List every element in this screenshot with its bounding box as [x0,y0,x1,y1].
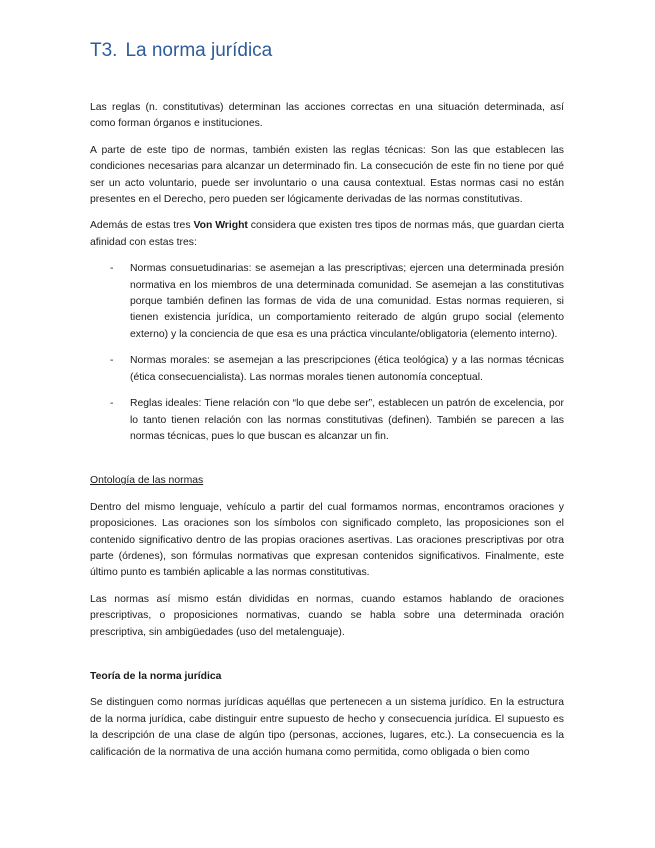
bullet-dash: - [110,355,114,367]
list-item-morales [90,353,564,386]
bullet-dash: - [110,263,114,275]
section-heading-teoria: Teoría de la norma jurídica [90,670,222,682]
section-spacer [90,651,564,669]
list-item-text: Reglas ideales: Tiene relación con “lo que debe ser”, establecen un patrón de excelencia, por lo tanto tienen relación con las normas constitutivas (definen). También se parecen a las normas técnicas, pues lo que buscan es alcanzar un fin. [130,398,564,442]
page-title [90,40,272,62]
norm-types-list [90,261,564,445]
paragraph-reglas-constitutivas: Las reglas (n. constitutivas) determinan las acciones correctas en una situación determinada, así como forman órganos e instituciones. [90,102,564,130]
title-text: La norma jurídica [125,40,273,61]
von-wright-before: Además de estas tres [90,220,194,232]
von-wright-after: considera que existen tres tipos de normas más, que guardan cierta afinidad con estas tres: [90,220,564,248]
paragraph-von-wright [90,218,564,251]
paragraph-teoria: Se distinguen como normas jurídicas aquéllas que pertenecen a un sistema jurídico. En la estructura de la norma jurídica, cabe distinguir entre supuesto de hecho y consecuencia jurídica. El supuesto es la descripción de una clase de algún tipo (personas, acciones, lugares, etc.). La consecuencia es la calificación de la normativa de una acción humana como permitida, como obligada o bien como [90,697,564,758]
paragraph-normas-divididas: Las normas así mismo están divididas en normas, cuando estamos hablando de oraciones prescriptivas, o proposiciones normativas, cuando se habla sobre una determinada oración prescriptiva, sin ambigüedades (uso del metalenguaje). [90,593,564,638]
section-spacer [90,455,564,473]
document-body [90,100,564,771]
paragraph-reglas-tecnicas: A parte de este tipo de normas, también existen las reglas técnicas: Son las que establecen las condiciones necesarias para alcanzar un determinado fin. La consecución de este fin no tiene por qué ser un acto voluntario, puede ser involuntario o una causa contextual. Estas normas casi no están presentes en el Derecho, pero pueden ser lógicamente derivadas de las normas constitutivas. [90,144,564,206]
bullet-dash: - [110,398,114,410]
von-wright-name: Von Wright [193,220,248,232]
list-item-text: Normas consuetudinarias: se asemejan a las prescriptivas; ejercen una determinada presión normativa en los miembros de una determinada comunidad. Se asemejan a las constitutivas porque también definen las formas de vida de una comunidad. Estas normas requieren, si tienen existencia jurídica, un comportamiento reiterado de algún grupo social (elemento externo) y la conciencia de que esa es una práctica vinculante/obligatoria (elemento interno). [130,263,564,340]
list-item-ideales [90,396,564,445]
list-item-text: Normas morales: se asemejan a las prescripciones (ética teológica) y a las normas técnicas (ética consecuencialista). Las normas morales tienen autonomía conceptual. [130,355,564,383]
title-number: T3. [90,40,118,61]
paragraph-lenguaje: Dentro del mismo lenguaje, vehículo a partir del cual formamos normas, encontramos oraciones y proposiciones. Las oraciones son los símbolos con significado completo, las proposiciones son el contenido significativo dentro de las propias oraciones asertivas. Las oraciones prescriptivas por otra parte (órdenes), son fórmulas normativas que expresan contenidos significativos. Finalmente, este último punto es también aplicable a las normas constitutivas. [90,501,564,579]
section-heading-ontologia: Ontología de las normas [90,475,204,487]
list-item-consuetudinarias [90,261,564,343]
